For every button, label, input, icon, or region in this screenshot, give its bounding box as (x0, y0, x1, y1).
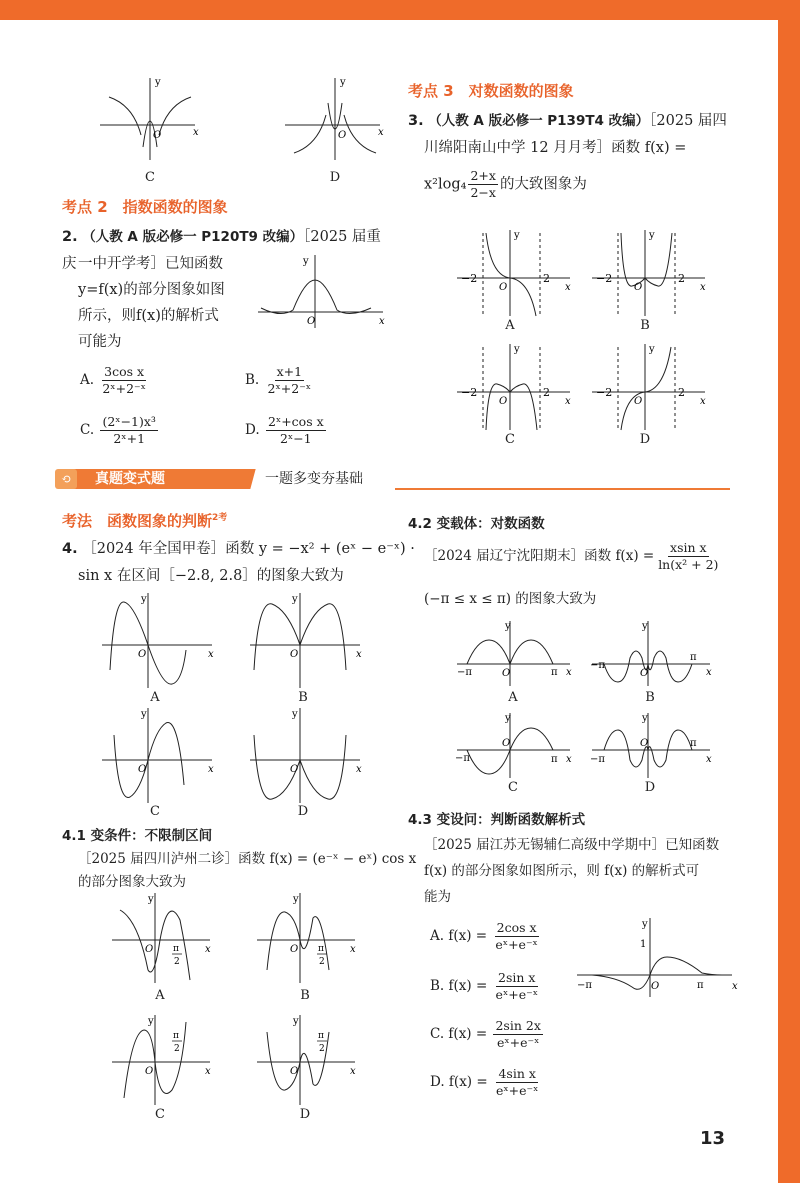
graph-v42-a (455, 618, 575, 688)
question-4 (62, 536, 415, 563)
x-axis-label: x (205, 944, 211, 955)
v41-line1: ［2025 届四川泸州二诊］函数 f(x) = (e⁻ˣ − eˣ) cos x (78, 851, 417, 867)
y-axis-label: y (514, 230, 520, 241)
x-axis-label: x (379, 316, 385, 327)
v41-line2: 的部分图象大致为 (78, 874, 186, 890)
tick-pi: π (690, 738, 697, 749)
tick-halfpi-den: 2 (174, 957, 180, 967)
graph-label-a: A (505, 318, 515, 333)
x-axis-label: x (356, 764, 362, 775)
option-numerator: 2sin x (498, 970, 536, 985)
tick-pi: π (690, 652, 697, 663)
y-axis-label: y (292, 709, 298, 720)
origin-label: O (290, 944, 299, 955)
graph-v43 (572, 915, 742, 1000)
origin-label: O (499, 282, 508, 293)
v42-line2: (−π ≤ x ≤ π) 的图象大致为 (424, 591, 597, 607)
section-title-kf (62, 510, 227, 531)
q2-line4: 所示，则f(x)的解析式 (78, 308, 219, 324)
x-axis-label: x (565, 282, 571, 293)
graph-q2 (253, 250, 393, 330)
y-axis-label: y (303, 256, 309, 267)
origin-label: O (153, 130, 162, 141)
variant-4-1-title: 4.1 变条件：不限制区间 (62, 828, 213, 844)
origin-label: O (138, 649, 147, 660)
option-numerator: 3cos x (104, 364, 145, 379)
x-axis-label: x (378, 127, 384, 138)
option-numerator: (2ˣ−1)x³ (102, 414, 156, 429)
option-numerator: 2sin 2x (495, 1018, 541, 1033)
x-axis-label: x (566, 667, 572, 678)
tick-halfpi-den: 2 (174, 1044, 180, 1054)
question-3 (408, 108, 738, 135)
v43-option-b[interactable] (430, 970, 542, 1003)
graph-v42-d (590, 710, 715, 780)
graph-label-a: A (508, 690, 518, 705)
tick-neg2: −2 (461, 386, 478, 399)
graph-label-c: C (155, 1107, 165, 1122)
option-denominator: 2ˣ+2⁻ˣ (102, 381, 146, 396)
page-number: 13 (700, 1128, 726, 1149)
graph-top-c (95, 75, 205, 165)
section-title-kd3: 考点 3 对数函数的图象 (408, 82, 574, 100)
q2-line2: 一中开学考］已知函数 (78, 256, 223, 272)
q2-option-a[interactable] (80, 364, 150, 397)
x-axis-label: x (700, 282, 706, 293)
question-source: （人教 A 版必修一 P139T4 改编） (428, 113, 650, 129)
option-denominator: eˣ+e⁻ˣ (495, 987, 539, 1002)
x-axis-label: x (193, 127, 199, 138)
v43-line2: f(x) 的部分图象如图所示，则 f(x) 的解析式可 (424, 863, 700, 879)
origin-label: O (499, 396, 508, 407)
y-axis-label: y (642, 919, 648, 930)
graph-top-d (280, 75, 390, 165)
y-axis-label: y (514, 344, 520, 355)
y-axis-label: y (649, 344, 655, 355)
x-axis-label: x (356, 649, 362, 660)
link-icon: ⟲ (55, 469, 77, 489)
q2-option-c[interactable] (80, 414, 160, 447)
origin-label: O (502, 668, 511, 679)
question-number: 4. (62, 541, 78, 557)
x-axis-label: x (706, 667, 712, 678)
graph-label-c: C (505, 432, 515, 447)
tick-halfpi-den: 2 (319, 957, 325, 967)
v43-line1: ［2025 届江苏无锡辅仁高级中学期中］已知函数 (424, 837, 720, 853)
graph-q3-a (455, 228, 575, 318)
question-number: 3. (408, 113, 424, 129)
graph-q3-c (455, 342, 575, 432)
option-label: B. (245, 372, 260, 388)
origin-label: O (651, 981, 660, 992)
y-axis-label: y (155, 77, 161, 88)
page-border-top (0, 0, 800, 20)
tick-negpi: −π (577, 980, 592, 991)
graph-label-d: D (329, 170, 341, 185)
graph-label-b: B (640, 318, 650, 333)
y-axis-label: y (293, 894, 299, 905)
banner-subtitle: 一题多变夯基础 (265, 471, 363, 487)
option-label: A. f(x) = (430, 928, 488, 944)
tick-pos2: 2 (678, 272, 685, 285)
graph-q4-c (100, 705, 220, 805)
tick-pi: π (697, 980, 704, 991)
option-label: C. (80, 422, 95, 438)
graph-v41-b (255, 890, 365, 985)
question-source: （人教 A 版必修一 P120T9 改编） (82, 229, 304, 245)
option-numerator: 4sin x (498, 1066, 536, 1081)
y-axis-label: y (642, 713, 648, 724)
origin-label: O (640, 668, 649, 679)
y-axis-label: y (505, 713, 511, 724)
q4-line1: ［2024 年全国甲卷］函数 y = −x² + (eˣ − e⁻ˣ) · (82, 541, 415, 557)
graph-label-b: B (300, 988, 310, 1003)
origin-label: O (290, 649, 299, 660)
expr-suffix: 的大致图象为 (499, 176, 587, 193)
graph-v41-a (110, 890, 220, 985)
y-axis-label: y (642, 621, 648, 632)
option-label: B. f(x) = (430, 978, 488, 994)
v43-option-d[interactable] (430, 1066, 542, 1099)
y-axis-label: y (340, 77, 346, 88)
option-denominator: 2ˣ−1 (279, 431, 312, 446)
y-axis-label: y (293, 1016, 299, 1027)
x-axis-label: x (350, 1066, 356, 1077)
graph-q3-d (590, 342, 710, 432)
origin-label: O (138, 764, 147, 775)
v43-option-c[interactable] (430, 1018, 545, 1051)
option-denominator: eˣ+e⁻ˣ (496, 1035, 540, 1050)
graph-v41-d (255, 1012, 365, 1107)
x-axis-label: x (208, 764, 214, 775)
tick-halfpi-num: π (318, 1031, 324, 1041)
origin-label: O (307, 316, 316, 327)
graph-label-b: B (298, 690, 308, 705)
section-title-kd2: 考点 2 指数函数的图象 (62, 198, 228, 216)
q3-expression (424, 168, 587, 201)
tick-pi: π (551, 754, 558, 765)
x-axis-label: x (565, 396, 571, 407)
graph-label-d: D (639, 432, 651, 447)
graph-v41-c (110, 1012, 220, 1107)
graph-label-c: C (150, 804, 160, 819)
tick-negpi: −π (457, 667, 472, 678)
graph-q4-b (248, 590, 368, 690)
banner-title: 真题变式题 (95, 471, 165, 487)
graph-label-d: D (644, 780, 656, 795)
banner-underline (395, 488, 730, 490)
y-axis-label: y (141, 594, 147, 605)
tick-neg2: −2 (461, 272, 478, 285)
x-axis-label: x (706, 754, 712, 765)
y-axis-label: y (148, 1016, 154, 1027)
x-axis-label: x (700, 396, 706, 407)
origin-label: O (145, 944, 154, 955)
expr-prefix: x²log₄ (424, 176, 467, 193)
kf-title-text: 考法 函数图象的判断 (62, 512, 213, 530)
variant-4-3-title: 4.3 变设问：判断函数解析式 (408, 812, 586, 828)
q2-option-b[interactable] (245, 364, 315, 397)
graph-label-c: C (508, 780, 518, 795)
variant-4-2-title: 4.2 变载体：对数函数 (408, 516, 545, 532)
option-numerator: 2cos x (496, 920, 537, 935)
tick-halfpi-den: 2 (319, 1044, 325, 1054)
option-label: C. f(x) = (430, 1026, 488, 1042)
graph-q3-b (590, 228, 710, 318)
option-denominator: eˣ+e⁻ˣ (495, 1083, 539, 1098)
x-axis-label: x (566, 754, 572, 765)
option-label: D. (245, 422, 260, 438)
q4-line2: sin x 在区间［−2.8, 2.8］的图象大致为 (78, 568, 344, 584)
option-denominator: eˣ+e⁻ˣ (495, 937, 538, 952)
q2-option-d[interactable] (245, 414, 328, 447)
graph-label-a: A (155, 988, 165, 1003)
v42-line1 (424, 540, 722, 573)
tick-halfpi-num: π (173, 944, 179, 954)
tick-negpi: −π (590, 660, 605, 671)
origin-label: O (145, 1066, 154, 1077)
graph-label-b: B (645, 690, 655, 705)
question-number: 2. (62, 229, 78, 245)
question-exam: ［2025 届四 (649, 113, 727, 129)
option-label: D. f(x) = (430, 1074, 488, 1090)
graph-v42-c (455, 710, 575, 780)
v42-numerator: xsin x (670, 540, 707, 555)
v43-option-a[interactable] (430, 920, 542, 953)
v42-denominator: ln(x² + 2) (658, 557, 719, 572)
tick-one: 1 (640, 939, 647, 950)
y-axis-label: y (649, 230, 655, 241)
x-axis-label: x (205, 1066, 211, 1077)
graph-label-d: D (299, 1107, 311, 1122)
tick-pos2: 2 (678, 386, 685, 399)
y-axis-label: y (292, 594, 298, 605)
x-axis-label: x (208, 649, 214, 660)
page-border-right (778, 0, 800, 1183)
v42-line1-text: ［2024 届辽宁沈阳期末］函数 f(x) = (424, 548, 655, 564)
graph-v42-b (590, 618, 715, 688)
graph-label-a: A (150, 690, 160, 705)
kf-superscript: 2考 (212, 513, 228, 523)
expr-numerator: 2+x (470, 168, 496, 183)
option-label: A. (80, 372, 95, 388)
option-denominator: 2ˣ+1 (113, 431, 146, 446)
origin-label: O (290, 1066, 299, 1077)
y-axis-label: y (148, 894, 154, 905)
section-banner (55, 466, 735, 492)
question-exam: ［2025 届重庆 (62, 229, 381, 272)
origin-label: O (634, 396, 643, 407)
q2-line3: y=f(x)的部分图象如图 (78, 282, 225, 298)
graph-label-d: D (297, 804, 309, 819)
expr-denominator: 2−x (470, 185, 496, 200)
x-axis-label: x (732, 981, 738, 992)
option-numerator: x+1 (276, 364, 303, 379)
y-axis-label: y (505, 621, 511, 632)
y-axis-label: y (141, 709, 147, 720)
option-denominator: 2ˣ+2⁻ˣ (267, 381, 312, 396)
tick-neg2: −2 (596, 272, 613, 285)
v43-line3: 能为 (424, 889, 451, 905)
origin-label: O (640, 738, 649, 749)
x-axis-label: x (350, 944, 356, 955)
origin-label: O (502, 738, 511, 749)
tick-pos2: 2 (543, 386, 550, 399)
graph-label-c: C (145, 170, 155, 185)
tick-halfpi-num: π (173, 1031, 179, 1041)
tick-negpi: −π (455, 753, 470, 764)
tick-halfpi-num: π (318, 944, 324, 954)
origin-label: O (634, 282, 643, 293)
tick-pos2: 2 (543, 272, 550, 285)
origin-label: O (338, 130, 347, 141)
option-numerator: 2ˣ+cos x (267, 414, 324, 429)
graph-q4-a (100, 590, 220, 690)
tick-pi: π (551, 667, 558, 678)
tick-negpi: −π (590, 754, 605, 765)
q2-line5: 可能为 (78, 334, 122, 350)
origin-label: O (290, 764, 299, 775)
tick-neg2: −2 (596, 386, 613, 399)
q3-line2: 川绵阳南山中学 12 月月考］函数 f(x) = (424, 140, 687, 156)
graph-q4-d (248, 705, 368, 805)
